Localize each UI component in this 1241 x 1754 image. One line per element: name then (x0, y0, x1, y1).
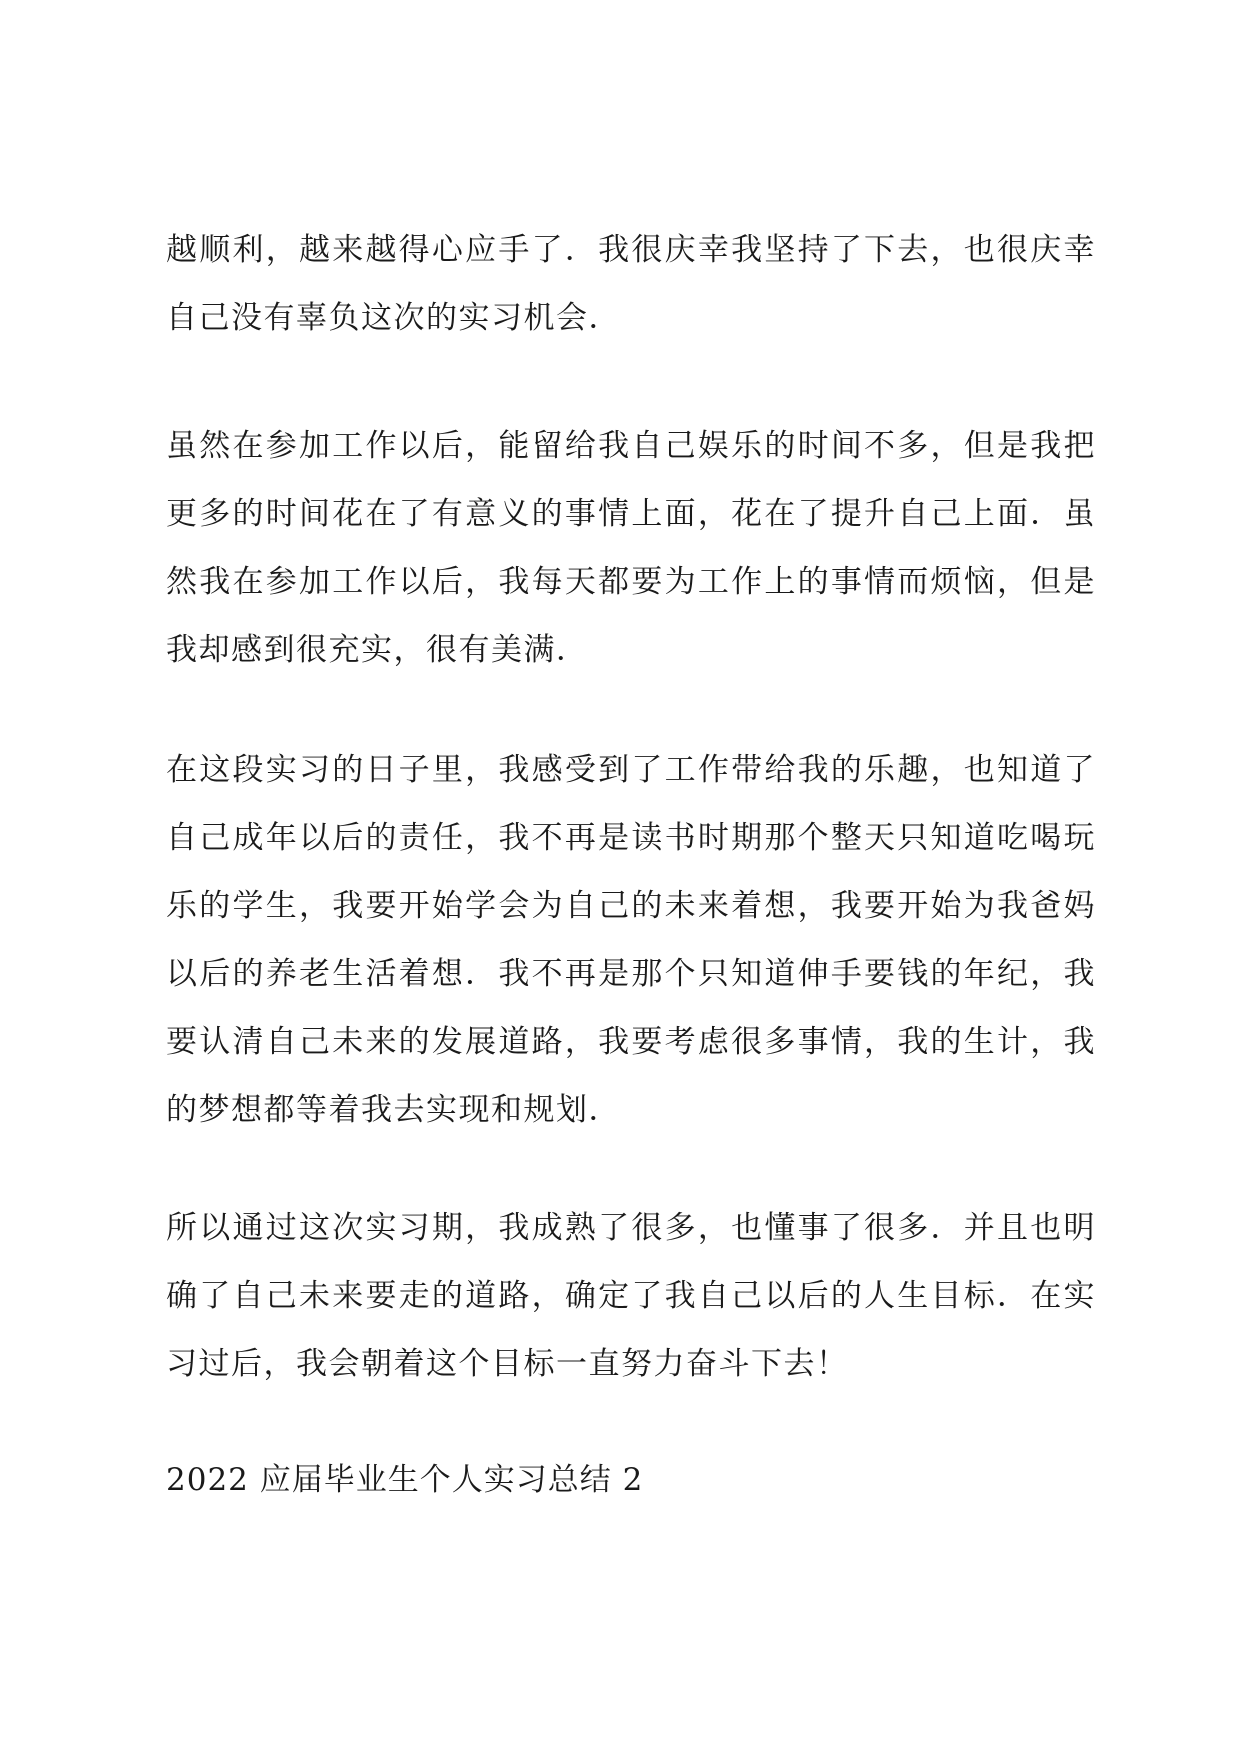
section-heading: 2022 应届毕业生个人实习总结 2 (166, 1462, 644, 1498)
paragraph: 在这段实习的日子里，我感受到了工作带给我的乐趣，也知道了自己成年以后的责任，我不再是读书时期那个整天只知道吃喝玩乐的学生，我要开始学会为自己的未来着想，我要开始为我爸妈以后的养老生活着想．我不再是那个只知道伸手要钱的年纪，我要认清自己未来的发展道路，我要考虑很多事情，我的生计，我的梦想都等着我去实现和规划． (166, 752, 1096, 1128)
paragraph: 越顺利，越来越得心应手了．我很庆幸我坚持了下去，也很庆幸自己没有辜负这次的实习机会． (166, 232, 1096, 336)
paragraph: 所以通过这次实习期，我成熟了很多，也懂事了很多．并且也明确了自己未来要走的道路，确定了我自己以后的人生目标．在实习过后，我会朝着这个目标一直努力奋斗下去！ (166, 1210, 1096, 1382)
paragraph: 虽然在参加工作以后，能留给我自己娱乐的时间不多，但是我把更多的时间花在了有意义的事情上面，花在了提升自己上面．虽然我在参加工作以后，我每天都要为工作上的事情而烦恼，但是我却感到很充实，很有美满． (166, 428, 1096, 668)
